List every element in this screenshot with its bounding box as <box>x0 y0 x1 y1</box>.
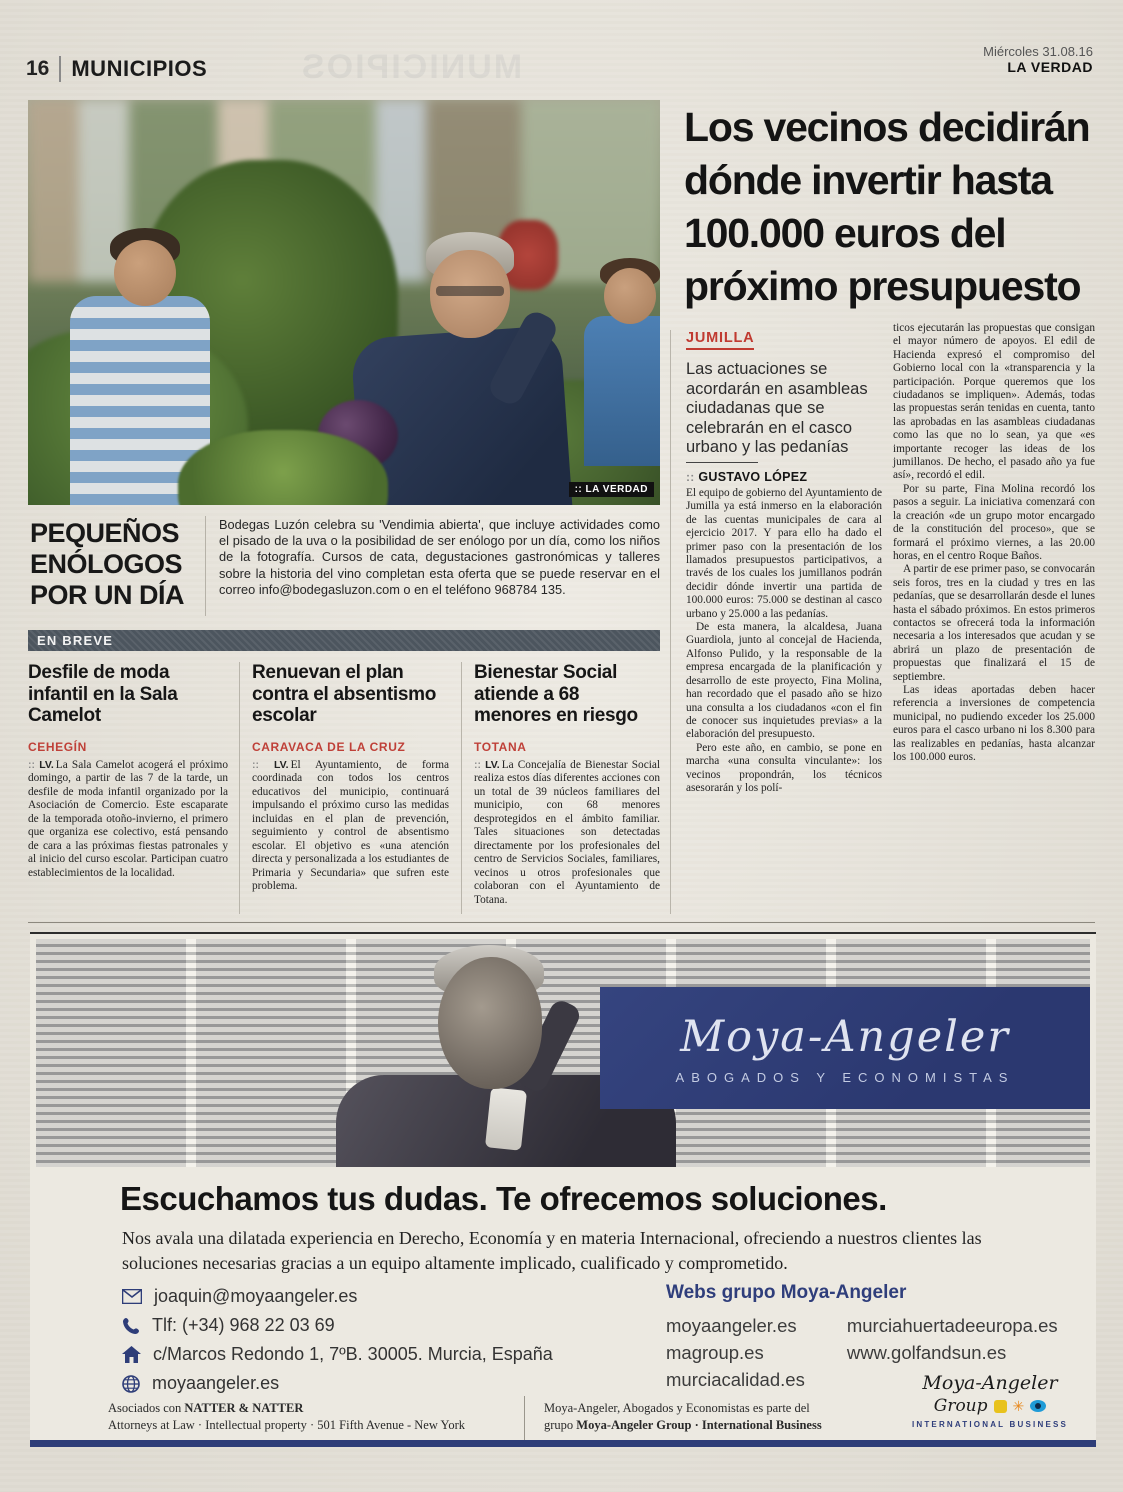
ad-headline: Escuchamos tus dudas. Te ofrecemos soluciones. <box>120 1180 887 1217</box>
ad-brand-logo: Moya-Angeler <box>680 1011 1010 1062</box>
ad-man-shirt <box>485 1087 527 1150</box>
web-link: magroup.es <box>666 1342 764 1363</box>
sun-icon: ✳ <box>1012 1397 1025 1414</box>
brief-headline: Bienestar Social atiende a 68 menores en riesgo <box>474 662 638 726</box>
contact-row-phone: Tlf: (+34) 968 22 03 69 <box>122 1315 553 1336</box>
contact-row-website: moyaangeler.es <box>122 1373 553 1394</box>
photo-child2-shirt <box>584 316 660 466</box>
article-kicker: JUMILLA <box>686 330 754 350</box>
article-paragraph: Pero este año, en cambio, se pone en marcha «una consulta vinculante»: los vecinos propondrán, los técnicos asesorarán y los polí- <box>686 741 882 794</box>
article-column-1 <box>686 487 882 917</box>
main-headline: Los vecinos decidirán dónde invertir hasta 100.000 euros del próximo presupuesto <box>684 104 1090 309</box>
brief-place: CEHEGÍN <box>28 739 87 754</box>
edition-date: Miércoles 31.08.16 <box>983 44 1093 59</box>
lead-prefix: :: <box>474 758 481 771</box>
ad-man-face <box>438 957 542 1089</box>
ad-contact-list <box>122 1286 553 1394</box>
brief-totana <box>474 662 660 907</box>
ad-brand-panel <box>600 987 1090 1109</box>
phone-icon <box>122 1317 140 1335</box>
globe-icon <box>122 1375 140 1393</box>
news-photo <box>28 100 660 505</box>
ad-brand-tagline: ABOGADOS Y ECONOMISTAS <box>675 1069 1015 1085</box>
contact-row-address: c/Marcos Redondo 1, 7ºB. 30005. Murcia, España <box>122 1344 553 1365</box>
brief-column-divider <box>239 662 240 914</box>
photo-credit: :: LA VERDAD <box>569 482 654 497</box>
brief-headline: Renuevan el plan contra el absentismo escolar <box>252 662 437 726</box>
web-link: murciahuertadeeuropa.es <box>846 1315 1058 1336</box>
photo-child2-face <box>604 268 656 324</box>
brief-place: TOTANA <box>474 739 527 754</box>
ad-bottom-border <box>30 1440 1096 1447</box>
article-paragraph: ticos ejecutarán las propuestas que consigan el mayor número de apoyos. El edil de Hacienda expresó el compromiso del Gobierno local con la «transparencia y la participación. Porque queremos que los ciudadanos se impliquen». Además, todas las propuestas serán tenidas en cuenta, tanto las aprobadas en las asambleas ciudadanas como las que no lo sean, ya que «es importante recoger las ideas de los jumillanos. De hecho, el pasado año ya fue así», recordó el edil. <box>893 322 1095 482</box>
brief-body: :: LV. La Concejalía de Bienestar Social realiza estos días diferentes acciones con un total de 39 núcleos familiares del municipio, con 68 menores desprotegidos en el ámbito familiar. Tales situaciones son detectadas directamente por los profesionales del centro de Servicios Sociales, familiares, vecinos u otros profesionales que colaboran con el Ayuntamiento de Totana. <box>474 758 660 906</box>
ad-webs-title: Webs grupo Moya-Angeler <box>666 1282 907 1303</box>
ad-footer-divider <box>524 1396 525 1440</box>
lead-label: LV. <box>39 758 54 771</box>
lead-label: LV. <box>485 758 500 771</box>
photo-man-glasses <box>436 286 504 296</box>
group-logo-subtitle: INTERNATIONAL BUSINESS <box>911 1420 1069 1429</box>
subhead-rule <box>686 462 758 463</box>
byline-prefix: :: <box>686 470 695 484</box>
brief-place: CARAVACA DE LA CRUZ <box>252 739 406 754</box>
article-subhead: Las actuaciones se acordarán en asambleas ciudadanas que se celebrarán en el casco urbano y las pedanías <box>686 360 868 456</box>
article-paragraph: Las ideas aportadas deben hacer referencia a inversiones de competencia municipal, no pudiendo exceder los 25.000 euros para el casco urbano ni los 8.300 para las realizables en pedanías, hasta alcanzar los 100.000 euros. <box>893 683 1095 763</box>
group-logo-script: Moya-Angeler <box>922 1372 1058 1394</box>
article-column-2 <box>893 322 1095 918</box>
ad-group-logo <box>890 1372 1090 1429</box>
ad-footer-partner: Asociados con NATTER & NATTER Attorneys at Law · Intellectual property · 501 Fifth Avenue - New York <box>108 1401 465 1432</box>
ad-webs-column-1 <box>666 1312 805 1393</box>
yellow-square-icon <box>994 1400 1007 1413</box>
en-breve-bar <box>28 630 660 651</box>
article-byline: :: GUSTAVO LÓPEZ <box>686 470 808 484</box>
article-left-divider <box>670 330 671 914</box>
lead-prefix: :: <box>252 758 259 771</box>
ad-footer-group-note: Moya-Angeler, Abogados y Economistas es parte del grupo Moya-Angeler Group · International Business <box>544 1401 822 1432</box>
lead-prefix: :: <box>28 758 35 771</box>
envelope-icon <box>122 1289 142 1304</box>
web-link: murciacalidad.es <box>666 1369 805 1390</box>
section-title: MUNICIPIOS <box>71 56 208 81</box>
brief-body: :: LV. La Sala Camelot acogerá el próximo domingo, a partir de las 7 de la tarde, un desfile de moda infantil organizado por la Asociación de Comercio. Este escaparate de la temporada otoño-invierno, el primero que organiza ese colectivo, está pensando de cara a las próximas fiestas patronales y al inicio del curso escolar. Participan cuatro establecimientos de la localidad. <box>28 758 228 879</box>
group-logo-word: Group <box>933 1396 988 1416</box>
brief-headline: Desfile de moda infantil en la Sala Camelot <box>28 662 178 726</box>
caption-divider <box>205 516 206 616</box>
brief-column-divider <box>461 662 462 914</box>
masthead: LA VERDAD <box>1007 59 1093 75</box>
home-icon <box>122 1346 141 1363</box>
web-link: moyaangeler.es <box>666 1315 797 1336</box>
page-number: 16 <box>26 57 50 80</box>
section-rule <box>28 922 1095 923</box>
photo-story-title: PEQUEÑOS ENÓLOGOS POR UN DÍA <box>30 518 185 610</box>
print-bleed-ghost: MUNICIPIOS <box>300 48 523 86</box>
brief-caravaca <box>252 662 449 894</box>
page-header-left <box>26 56 207 82</box>
header-divider <box>59 56 61 82</box>
web-link: www.golfandsun.es <box>846 1342 1007 1363</box>
lead-label: LV. <box>273 758 289 771</box>
ad-photo-strip <box>36 939 1090 1167</box>
page-header-right <box>983 44 1093 75</box>
en-breve-label: EN BREVE <box>37 633 114 648</box>
brief-body: :: LV. El Ayuntamiento, de forma coordinada con todos los centros educativos del municipio, continuará impulsando el próximo curso las medidas incluidas en el plan de prevención, seguimiento y control de absentismo escolar. El objetivo es «una atención directa y personalizada a los estudiantes de Primaria y Secundaria» que sufren este problema. <box>252 758 449 892</box>
ad-body-text: Nos avala una dilatada experiencia en Derecho, Economía y en materia Internacional, ofreciendo a nuestros clientes las soluciones necesarias gracias a un equipo altamente implicado, cualificado y comprometido. <box>122 1228 982 1273</box>
article-paragraph: A partir de ese primer paso, se convocarán seis foros, tres en la ciudad y tres en las pedanías, que se desarrollarán desde el lunes hasta el sábado próximos. En estos primeros contactos se ofrecerá toda la información necesaria a los interesados que acudan y se abrirá un plazo de presentación de propuestas que finalizará el 15 de septiembre. <box>893 563 1095 683</box>
advertisement <box>30 932 1096 1447</box>
brief-cehegin <box>28 662 228 880</box>
eye-icon <box>1030 1400 1046 1412</box>
contact-row-email: joaquin@moyaangeler.es <box>122 1286 553 1307</box>
article-paragraph: Por su parte, Fina Molina recordó los pasos a seguir. La iniciativa comenzará con la creación «de un grupo motor encargado de la constitución del proceso», que se formará el próximo viernes, a las 20.00 horas, en el centro Roque Baños. <box>893 482 1095 562</box>
photo-caption: Bodegas Luzón celebra su 'Vendimia abierta', que incluye actividades como el pisado de la uva o la posibilidad de ser enólogo por un día, como los niños de la fotografía. Cursos de cata, degustaciones gastronómicas y talleres sobre la historia del vino completan esta oferta que se puede reservar en el correo info@bodegasluzon.com o en el teléfono 968784 135. <box>219 517 660 597</box>
article-paragraph: De esta manera, la alcaldesa, Juana Guardiola, junto al concejal de Hacienda, Alfonso Pulido, y la responsable de la empresa encargada de la planificación y desarrollo de este proyecto, Fina Molina, han recordado que el pasado año se hizo una consulta a los ciudadanos «con el fin de conocer sus inquietudes previas» a la elaboración del presupuesto. <box>686 621 882 741</box>
photo-child-face <box>114 240 176 306</box>
article-paragraph: El equipo de gobierno del Ayuntamiento de Jumilla ya está inmerso en la elaboración de las cuentas municipales de cara al ejercicio 2017. Y para ello ha dado el primer paso con la presentación de los llamados presupuestos participativos, a través de los cuales los jumillanos podrán decidir dónde invertir una partida de 100.000 euros: 75.000 se destinan al casco urbano y 25.000 a las pedanías. <box>686 487 882 620</box>
